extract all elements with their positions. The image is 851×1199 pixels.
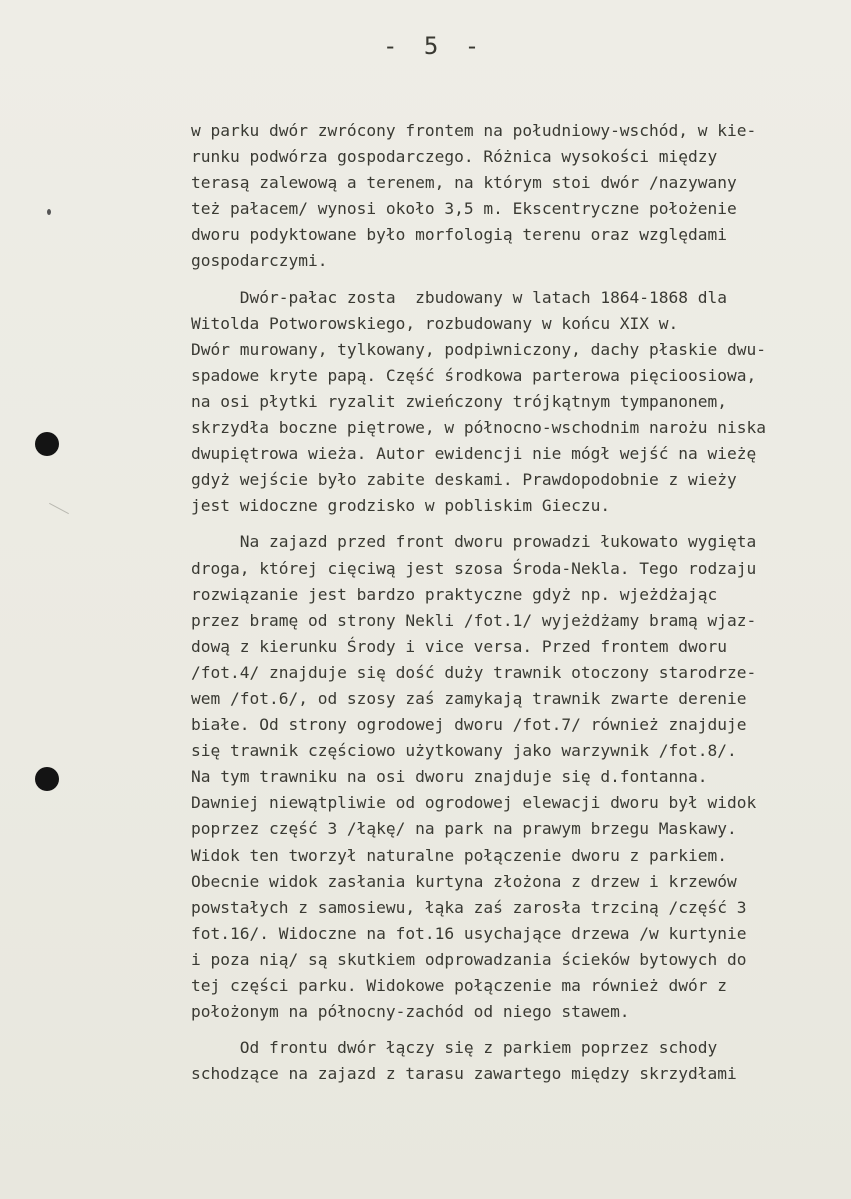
text-line: się trawnik częściowo użytkowany jako warzywnik /fot.8/. bbox=[191, 741, 737, 761]
text-line: na osi płytki ryzalit zwieńczony trójkątnym tympanonem, bbox=[191, 391, 728, 411]
text-line: gospodarczymi. bbox=[191, 251, 328, 271]
text-line: jest widoczne grodzisko w pobliskim Gieczu. bbox=[191, 496, 611, 516]
text-line: Obecnie widok zasłania kurtyna złożona z drzew i krzewów bbox=[191, 871, 737, 891]
text-line: tej części parku. Widokowe połączenie ma również dwór z bbox=[191, 976, 728, 995]
text-line: fot.16/. Widoczne na fot.16 usychające drzewa /w kurtynie bbox=[191, 923, 747, 943]
text-line: dwupiętrowa wieża. Autor ewidencji nie mógł wejść na wieżę bbox=[191, 444, 757, 464]
paragraph-3 bbox=[191, 529, 831, 1025]
text-line: /fot.4/ znajduje się dość duży trawnik otoczony starodrze- bbox=[191, 662, 757, 682]
text-line: Na tym trawniku na osi dworu znajduje się d.fontanna. bbox=[191, 767, 708, 787]
text-line: wem /fot.6/, od szosy zaś zamykają trawnik zwarte derenie bbox=[191, 688, 747, 708]
paragraph-4 bbox=[191, 1035, 831, 1087]
text-line: runku podwórza gospodarczego. Różnica wysokości między bbox=[191, 147, 718, 167]
text-line: Widok ten tworzył naturalne połączenie dworu z parkiem. bbox=[191, 845, 728, 865]
punch-hole bbox=[35, 767, 59, 791]
page-number: - 5 - bbox=[383, 32, 486, 60]
text-line: rozwiązanie jest bardzo praktyczne gdyż np. wjeżdżając bbox=[191, 584, 718, 604]
typed-text-body bbox=[191, 118, 831, 1087]
text-line: spadowe kryte papą. Część środkowa parterowa pięcioosiowa, bbox=[191, 365, 757, 385]
paragraph-gap bbox=[191, 1025, 831, 1035]
text-line: też pałacem/ wynosi około 3,5 m. Ekscentryczne położenie bbox=[191, 199, 737, 219]
text-line: Na zajazd przed front dworu prowadzi łukowato wygięta bbox=[191, 532, 757, 552]
text-line: Dwór-pałac zosta zbudowany w latach 1864-1868 dla bbox=[191, 287, 728, 307]
text-line: w parku dwór zwrócony frontem na południowy-wschód, w kie- bbox=[191, 121, 757, 140]
text-line: białe. Od strony ogrodowej dworu /fot.7/ również znajduje bbox=[191, 715, 747, 735]
paper-speck bbox=[47, 209, 51, 215]
text-line: gdyż wejście było zabite deskami. Prawdopodobnie z wieży bbox=[191, 470, 737, 490]
paragraph-gap bbox=[191, 275, 831, 285]
text-line: skrzydła boczne piętrowe, w północno-wschodnim narożu niska bbox=[191, 418, 766, 438]
paper-crease bbox=[49, 503, 69, 514]
text-line: Od frontu dwór łączy się z parkiem poprzez schody bbox=[191, 1038, 718, 1058]
paragraph-gap bbox=[191, 519, 831, 529]
paragraph-1 bbox=[191, 118, 831, 275]
text-line: terasą zalewową a terenem, na którym stoi dwór /nazywany bbox=[191, 173, 737, 193]
text-line: dworu podyktowane było morfologią terenu oraz względami bbox=[191, 225, 728, 245]
text-line: położonym na północny-zachód od niego stawem. bbox=[191, 1002, 630, 1022]
text-line: Dawniej niewątpliwie od ogrodowej elewacji dworu był widok bbox=[191, 793, 757, 813]
paragraph-2 bbox=[191, 285, 831, 520]
text-line: powstałych z samosiewu, łąka zaś zarosła trzciną /część 3 bbox=[191, 897, 747, 917]
text-line: dową z kierunku Środy i vice versa. Przed frontem dworu bbox=[191, 636, 728, 656]
text-line: przez bramę od strony Nekli /fot.1/ wyjeżdżamy bramą wjaz- bbox=[191, 610, 757, 630]
text-line: i poza nią/ są skutkiem odprowadzania ścieków bytowych do bbox=[191, 949, 747, 969]
text-line: Dwór murowany, tylkowany, podpiwniczony, dachy płaskie dwu- bbox=[191, 339, 766, 359]
text-line: Witolda Potworowskiego, rozbudowany w końcu XIX w. bbox=[191, 313, 679, 333]
text-line: droga, której cięciwą jest szosa Środa-Nekla. Tego rodzaju bbox=[191, 558, 757, 578]
text-line: schodzące na zajazd z tarasu zawartego między skrzydłami bbox=[191, 1064, 737, 1084]
text-line: poprzez część 3 /łąkę/ na park na prawym brzegu Maskawy. bbox=[191, 819, 737, 839]
punch-hole bbox=[35, 432, 59, 456]
